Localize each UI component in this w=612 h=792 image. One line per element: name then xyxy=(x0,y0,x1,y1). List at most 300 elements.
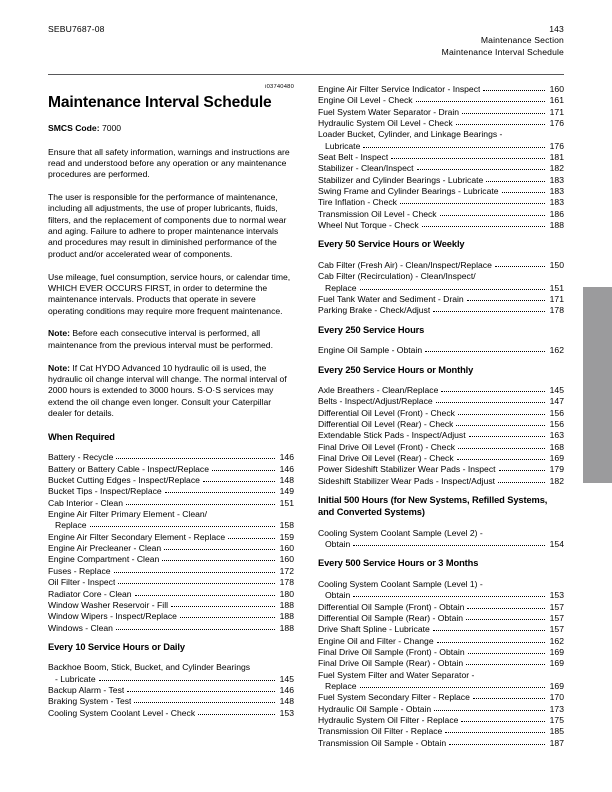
toc-entry-row[interactable] xyxy=(48,498,294,509)
intro-paragraph-3: Use mileage, fuel consumption, service hours, or calendar time, WHICH EVER OCCURS FIRST, in order to determine the maintenance intervals. Products that operate in severe operating conditions may require more frequent maintenance. xyxy=(48,271,291,316)
toc-entry-row[interactable] xyxy=(318,692,564,703)
toc-entry-row[interactable] xyxy=(318,658,564,669)
toc-entry-page: 182 xyxy=(549,475,564,486)
toc-dot-leader xyxy=(253,669,292,670)
toc-dot-leader xyxy=(498,481,545,483)
toc-entry[interactable] xyxy=(48,600,294,611)
toc-entry-row[interactable] xyxy=(48,452,294,463)
toc-entry-row[interactable] xyxy=(318,579,564,590)
toc-entry-row[interactable] xyxy=(318,271,564,282)
toc-dot-leader xyxy=(473,698,545,700)
toc-entry-row[interactable] xyxy=(318,305,564,316)
toc-entry-page: 181 xyxy=(549,152,564,163)
toc-entry-row[interactable] xyxy=(318,209,564,220)
toc-entry-page: 188 xyxy=(549,220,564,231)
smcs-label: SMCS Code: xyxy=(48,123,100,133)
toc-entry-page: 160 xyxy=(279,554,294,565)
toc-entry-page: 170 xyxy=(549,692,564,703)
toc-dot-leader xyxy=(203,481,275,483)
toc-entry-row[interactable] xyxy=(318,152,564,163)
toc-entry-row[interactable] xyxy=(48,708,294,719)
toc-entry[interactable] xyxy=(318,396,564,407)
toc-entry[interactable] xyxy=(48,520,294,531)
toc-entry-page: 175 xyxy=(549,714,564,725)
toc-entry-page: 157 xyxy=(549,624,564,635)
toc-entry-label: Cab Filter (Fresh Air) - Clean/Inspect/Replace xyxy=(318,259,492,270)
toc-dot-leader xyxy=(171,605,275,607)
toc-entry-row[interactable] xyxy=(318,197,564,208)
toc-entry-page: 157 xyxy=(549,601,564,612)
toc-entry[interactable] xyxy=(318,260,564,271)
toc-entry[interactable] xyxy=(48,589,294,600)
toc-entry-page: 188 xyxy=(279,622,294,633)
toc-entry-label: Window Washer Reservoir - Fill xyxy=(48,599,169,610)
toc-entry-row[interactable] xyxy=(318,613,564,624)
toc-entry[interactable] xyxy=(318,430,564,441)
toc-entry[interactable] xyxy=(318,726,564,737)
toc-entry[interactable] xyxy=(318,283,564,294)
smcs-code-line xyxy=(48,123,294,135)
toc-entry[interactable] xyxy=(318,294,564,305)
toc-entry-page: 146 xyxy=(279,452,294,463)
toc-entry-row[interactable] xyxy=(318,442,564,453)
toc-entry-label: Windows - Clean xyxy=(48,622,113,633)
toc-list xyxy=(48,452,294,634)
toc-entry-row[interactable] xyxy=(318,464,564,475)
toc-list xyxy=(318,84,564,231)
toc-entry[interactable] xyxy=(318,636,564,647)
toc-entry-page: 172 xyxy=(279,565,294,576)
toc-entry-label: Cab Interior - Clean xyxy=(48,497,123,508)
toc-entry-label: Swing Frame and Cylinder Bearings - Lubricate xyxy=(318,186,499,197)
toc-entry-label: Fuses - Replace xyxy=(48,565,111,576)
toc-entry-row[interactable] xyxy=(48,475,294,486)
toc-entry[interactable] xyxy=(318,539,564,550)
toc-entry-label: Oil Filter - Inspect xyxy=(48,577,116,588)
toc-entry-row[interactable] xyxy=(48,662,294,673)
toc-entry-row[interactable] xyxy=(48,696,294,707)
toc-entry-label: Lubricate xyxy=(325,140,361,151)
toc-entry-label: Belts - Inspect/Adjust/Replace xyxy=(318,396,433,407)
toc-entry-row[interactable] xyxy=(318,726,564,737)
toc-dot-leader xyxy=(353,544,545,546)
toc-dot-leader xyxy=(467,607,545,609)
toc-entry-label: Hydraulic Oil Sample - Obtain xyxy=(318,703,432,714)
toc-entry-page: 147 xyxy=(549,396,564,407)
toc-dot-leader xyxy=(469,436,545,438)
toc-entry-page: 178 xyxy=(279,577,294,588)
toc-dot-leader xyxy=(114,571,275,573)
toc-dot-leader xyxy=(433,311,545,313)
toc-dot-leader xyxy=(461,720,545,722)
toc-entry[interactable] xyxy=(48,554,294,565)
toc-entry-row[interactable] xyxy=(48,577,294,588)
note-2 xyxy=(48,363,294,420)
toc-entry[interactable] xyxy=(318,681,564,692)
toc-dot-leader xyxy=(486,534,562,535)
toc-dot-leader xyxy=(400,203,545,205)
toc-dot-leader xyxy=(90,526,275,528)
toc-entry-label: Transmission Oil Sample - Obtain xyxy=(318,737,447,748)
document-id: i03740480 xyxy=(265,84,294,90)
toc-entry-row[interactable] xyxy=(48,611,294,622)
toc-section-heading: Every 10 Service Hours or Daily xyxy=(48,641,185,652)
toc-entry-page: 169 xyxy=(549,658,564,669)
toc-entry-label: Obtain xyxy=(325,538,351,549)
toc-entry-page: 188 xyxy=(279,611,294,622)
toc-entry[interactable] xyxy=(318,476,564,487)
toc-entry-row[interactable] xyxy=(318,453,564,464)
toc-entry[interactable] xyxy=(48,623,294,634)
toc-entry-page: 183 xyxy=(549,197,564,208)
toc-entry-page: 169 xyxy=(549,680,564,691)
toc-entry-row[interactable] xyxy=(318,647,564,658)
toc-section-heading: Every 500 Service Hours or 3 Months xyxy=(318,558,479,569)
toc-entry-label: Bucket Tips - Inspect/Replace xyxy=(48,486,162,497)
intro-paragraph-1: Ensure that all safety information, warnings and instructions are read and understood before any operation or any maintenance procedures are performed. xyxy=(48,146,290,180)
toc-entry-page: 185 xyxy=(549,726,564,737)
toc-entry-page: 159 xyxy=(279,531,294,542)
toc-entry-page: 183 xyxy=(549,186,564,197)
toc-entry[interactable] xyxy=(48,475,294,486)
toc-entry-row[interactable] xyxy=(318,476,564,487)
toc-entry[interactable] xyxy=(318,624,564,635)
toc-entry-label: Battery or Battery Cable - Inspect/Replace xyxy=(48,463,209,474)
toc-entry-label: Drive Shaft Spline - Lubricate xyxy=(318,624,430,635)
toc-entry-label: Replace xyxy=(325,680,357,691)
toc-entry-page: 145 xyxy=(549,385,564,396)
toc-entry[interactable] xyxy=(318,271,564,282)
toc-entry[interactable] xyxy=(318,197,564,208)
toc-entry-page: 176 xyxy=(549,118,564,129)
toc-entry-row[interactable] xyxy=(48,486,294,497)
toc-entry-row[interactable] xyxy=(48,600,294,611)
toc-entry-label: Engine Air Filter Service Indicator - Inspect xyxy=(318,84,481,94)
toc-entry[interactable] xyxy=(48,498,294,509)
toc-entry-row[interactable] xyxy=(318,260,564,271)
toc-entry-row[interactable] xyxy=(318,408,564,419)
toc-entry[interactable] xyxy=(318,658,564,669)
toc-dot-leader xyxy=(457,459,545,461)
toc-entry[interactable] xyxy=(318,692,564,703)
toc-entry[interactable] xyxy=(318,385,564,396)
toc-dot-leader xyxy=(353,596,545,598)
toc-entry[interactable] xyxy=(318,163,564,174)
header-right-block xyxy=(442,24,564,58)
toc-entry[interactable] xyxy=(318,715,564,726)
toc-entry[interactable] xyxy=(318,305,564,316)
toc-entry[interactable] xyxy=(318,141,564,152)
toc-entry-row[interactable] xyxy=(318,107,564,118)
toc-entry[interactable] xyxy=(318,670,564,681)
toc-entry-label: Window Wipers - Inspect/Replace xyxy=(48,611,177,622)
toc-section-heading: When Required xyxy=(48,431,115,442)
toc-entry-page: 161 xyxy=(549,95,564,106)
toc-dot-leader xyxy=(99,679,275,681)
toc-entry-row[interactable] xyxy=(318,624,564,635)
toc-entry-label: Cooling System Coolant Sample (Level 2) - xyxy=(318,527,483,538)
toc-entry-page: 182 xyxy=(549,163,564,174)
header-divider-rule xyxy=(48,74,564,75)
toc-entry-page: 145 xyxy=(279,673,294,684)
note-2-text: If Cat HYDO Advanced 10 hydraulic oil is used, the hydraulic oil change interval will change. The normal interval of 2000 hours is extended to 3000 hours. S·O·S services may extend the oil change even longer. Consult your Caterpillar dealer for details. xyxy=(48,362,287,419)
toc-entry-page: 157 xyxy=(549,612,564,623)
toc-entry-label: Fuel System Water Separator - Drain xyxy=(318,106,460,117)
toc-entry[interactable] xyxy=(318,647,564,658)
toc-entry[interactable] xyxy=(318,95,564,106)
toc-dot-leader xyxy=(440,214,545,216)
toc-entry-row[interactable] xyxy=(318,118,564,129)
toc-entry-page: 187 xyxy=(549,737,564,748)
toc-dot-leader xyxy=(210,516,292,517)
page-number: 143 xyxy=(549,24,564,34)
toc-entry-label: Transmission Oil Filter - Replace xyxy=(318,726,443,737)
toc-entry-row[interactable] xyxy=(318,539,564,550)
toc-entry-row[interactable] xyxy=(318,715,564,726)
toc-entry-page: 178 xyxy=(549,305,564,316)
toc-entry[interactable] xyxy=(48,696,294,707)
toc-entry-row[interactable] xyxy=(318,186,564,197)
right-column xyxy=(318,84,564,749)
toc-list xyxy=(318,579,564,749)
toc-entry-row[interactable] xyxy=(48,685,294,696)
toc-dot-leader xyxy=(360,288,545,290)
toc-entry-row[interactable] xyxy=(318,602,564,613)
toc-entry-row[interactable] xyxy=(48,464,294,475)
toc-entry-page: 171 xyxy=(549,294,564,304)
toc-dot-leader xyxy=(486,180,545,182)
toc-entry-row[interactable] xyxy=(318,681,564,692)
toc-entry-label: Loader Bucket, Cylinder, and Linkage Bearings - xyxy=(318,129,503,140)
toc-entry-label: Backup Alarm - Test xyxy=(48,685,125,696)
toc-entry-row[interactable] xyxy=(48,566,294,577)
toc-dot-leader xyxy=(458,447,545,449)
toc-dot-leader xyxy=(228,537,275,539)
toc-entry-label: Cooling System Coolant Level - Check xyxy=(48,707,196,718)
toc-entry[interactable] xyxy=(318,602,564,613)
toc-dot-leader xyxy=(391,158,545,160)
toc-entry-label: Obtain xyxy=(325,590,351,601)
toc-entry-label: Hydraulic System Oil Filter - Replace xyxy=(318,714,459,725)
toc-entry-row[interactable] xyxy=(318,175,564,186)
toc-entry[interactable] xyxy=(318,442,564,453)
toc-dot-leader xyxy=(483,90,545,92)
toc-dot-leader xyxy=(433,630,545,632)
toc-entry-label: Braking System - Test xyxy=(48,696,132,707)
toc-entry[interactable] xyxy=(48,685,294,696)
toc-entry-row[interactable] xyxy=(318,294,564,305)
toc-entry[interactable] xyxy=(318,464,564,475)
toc-entry-row[interactable] xyxy=(318,84,564,95)
toc-entry-label: Differential Oil Level (Front) - Check xyxy=(318,407,455,418)
toc-list xyxy=(318,345,564,356)
toc-entry-row[interactable] xyxy=(48,623,294,634)
toc-entry-row[interactable] xyxy=(48,543,294,554)
toc-entry-label: Axle Breathers - Clean/Replace xyxy=(318,385,439,396)
toc-section-heading: Initial 500 Hours (for New Systems, Refilled Systems, and Converted Systems) xyxy=(318,495,548,518)
toc-entry-label: Replace xyxy=(55,520,87,531)
toc-entry[interactable] xyxy=(318,613,564,624)
toc-entry-row[interactable] xyxy=(48,589,294,600)
toc-dot-leader xyxy=(499,470,545,472)
toc-dot-leader xyxy=(134,702,275,704)
toc-entry-page: 163 xyxy=(549,430,564,441)
toc-dot-leader xyxy=(164,549,275,551)
toc-dot-leader xyxy=(479,278,562,279)
toc-dot-leader xyxy=(486,585,562,586)
toc-entry-page: 176 xyxy=(549,140,564,151)
toc-entry[interactable] xyxy=(318,419,564,430)
toc-entry-label: Transmission Oil Level - Check xyxy=(318,208,437,219)
note-2-label: Note: xyxy=(48,362,70,373)
toc-entry[interactable] xyxy=(48,566,294,577)
toc-dot-leader xyxy=(212,469,275,471)
toc-entry[interactable] xyxy=(48,611,294,622)
toc-entry-label: Hydraulic System Oil Level - Check xyxy=(318,118,453,129)
toc-entry[interactable] xyxy=(48,509,294,520)
toc-entry-label: Bucket Cutting Edges - Inspect/Replace xyxy=(48,475,200,486)
toc-entry-label: Engine Air Precleaner - Clean xyxy=(48,543,162,554)
toc-entry-row[interactable] xyxy=(318,220,564,231)
toc-entry-page: 162 xyxy=(549,635,564,646)
toc-entry-label: Differential Oil Sample (Rear) - Obtain xyxy=(318,612,464,623)
toc-entry[interactable] xyxy=(318,704,564,715)
toc-dot-leader xyxy=(434,709,545,711)
toc-entry-page: 179 xyxy=(549,464,564,475)
toc-entry-row[interactable] xyxy=(318,385,564,396)
toc-dot-leader xyxy=(445,732,545,734)
toc-entry-row[interactable] xyxy=(318,590,564,601)
toc-dot-leader xyxy=(165,492,275,494)
toc-entry-page: 149 xyxy=(279,486,294,497)
toc-dot-leader xyxy=(441,391,545,393)
toc-entry-page: 171 xyxy=(549,106,564,117)
toc-entry[interactable] xyxy=(318,345,564,356)
toc-entry-row[interactable] xyxy=(318,141,564,152)
toc-entry-row[interactable] xyxy=(318,430,564,441)
toc-dot-leader xyxy=(135,594,275,596)
toc-entry-page: 173 xyxy=(549,703,564,714)
toc-entry-row[interactable] xyxy=(318,283,564,294)
toc-entry-row[interactable] xyxy=(318,396,564,407)
toc-entry[interactable] xyxy=(318,152,564,163)
toc-entry-label: Extendable Stick Pads - Inspect/Adjust xyxy=(318,430,466,441)
toc-entry-label: Engine Air Filter Secondary Element - Replace xyxy=(48,531,226,542)
toc-entry[interactable] xyxy=(48,543,294,554)
toc-entry-page: 151 xyxy=(279,497,294,508)
toc-dot-leader xyxy=(449,743,545,745)
toc-dot-leader xyxy=(436,402,545,404)
toc-entry-row[interactable] xyxy=(48,674,294,685)
toc-entry[interactable] xyxy=(318,84,564,95)
toc-dot-leader xyxy=(495,265,545,267)
toc-entry-row[interactable] xyxy=(48,509,294,520)
toc-entry-row[interactable] xyxy=(318,163,564,174)
toc-entry[interactable] xyxy=(48,452,294,463)
toc-entry[interactable] xyxy=(318,186,564,197)
toc-entry[interactable] xyxy=(318,209,564,220)
toc-entry-row[interactable] xyxy=(318,704,564,715)
toc-entry-label: Differential Oil Sample (Front) - Obtain xyxy=(318,601,465,612)
toc-entry[interactable] xyxy=(318,220,564,231)
toc-entry-row[interactable] xyxy=(318,129,564,140)
toc-entry[interactable] xyxy=(318,528,564,539)
toc-entry-page: 150 xyxy=(549,259,564,270)
toc-entry[interactable] xyxy=(48,486,294,497)
toc-entry[interactable] xyxy=(318,408,564,419)
toc-dot-leader xyxy=(425,351,545,353)
toc-entry-label: Radiator Core - Clean xyxy=(48,588,132,599)
toc-dot-leader xyxy=(118,583,275,585)
toc-entry[interactable] xyxy=(48,532,294,543)
toc-entry[interactable] xyxy=(318,107,564,118)
toc-entry[interactable] xyxy=(48,708,294,719)
toc-dot-leader xyxy=(116,458,275,460)
toc-entry[interactable] xyxy=(318,453,564,464)
toc-entry[interactable] xyxy=(318,579,564,590)
page-header xyxy=(48,24,564,70)
toc-entry-row[interactable] xyxy=(318,528,564,539)
toc-entry-label: Cab Filter (Recirculation) - Clean/Inspect/ xyxy=(318,271,476,282)
toc-entry-label: Final Drive Oil Level (Rear) - Check xyxy=(318,453,454,464)
toc-entry[interactable] xyxy=(48,662,294,673)
toc-entry-row[interactable] xyxy=(48,554,294,565)
toc-entry-page: 169 xyxy=(549,453,564,464)
toc-entry[interactable] xyxy=(318,129,564,140)
toc-dot-leader xyxy=(505,136,562,137)
toc-entry-page: 180 xyxy=(279,588,294,599)
toc-dot-leader xyxy=(502,192,545,194)
toc-dot-leader xyxy=(462,112,545,114)
toc-entry[interactable] xyxy=(48,464,294,475)
toc-dot-leader xyxy=(116,628,275,630)
toc-entry-row[interactable] xyxy=(318,738,564,749)
toc-dot-leader xyxy=(477,676,562,677)
toc-entry-label: Parking Brake - Check/Adjust xyxy=(318,305,431,316)
toc-dot-leader xyxy=(456,124,545,126)
toc-entry-row[interactable] xyxy=(318,95,564,106)
toc-entry-page: 154 xyxy=(549,538,564,549)
toc-entry-page: 151 xyxy=(549,282,564,293)
toc-list xyxy=(48,662,294,719)
toc-entry-label: Engine Oil Sample - Obtain xyxy=(318,345,423,356)
toc-entry[interactable] xyxy=(318,738,564,749)
thumb-index-tab xyxy=(583,287,612,483)
toc-entry-row[interactable] xyxy=(48,532,294,543)
toc-list xyxy=(318,385,564,487)
toc-entry[interactable] xyxy=(318,590,564,601)
toc-entry-row[interactable] xyxy=(48,520,294,531)
toc-entry[interactable] xyxy=(48,577,294,588)
toc-entry-label: - Lubricate xyxy=(55,673,96,684)
toc-entry-row[interactable] xyxy=(318,670,564,681)
note-1-label: Note: xyxy=(48,328,70,339)
toc-entry-row[interactable] xyxy=(318,345,564,356)
toc-entry-row[interactable] xyxy=(318,636,564,647)
toc-entry[interactable] xyxy=(318,175,564,186)
toc-dot-leader xyxy=(360,686,545,688)
toc-dot-leader xyxy=(458,413,545,415)
toc-entry[interactable] xyxy=(48,674,294,685)
toc-list xyxy=(318,260,564,317)
toc-entry-label: Stabilizer - Clean/Inspect xyxy=(318,163,414,174)
toc-entry[interactable] xyxy=(318,118,564,129)
toc-entry-row[interactable] xyxy=(318,419,564,430)
toc-dot-leader xyxy=(456,425,545,427)
toc-entry-label: Fuel System Secondary Filter - Replace xyxy=(318,692,470,703)
intro-paragraph-2: The user is responsible for the performance of maintenance, including all adjustments, the use of proper lubricants, fluids, filters, and the replacement of components due to normal wear and aging. Failure to adhere to proper maintenance intervals and procedures may result in diminished performance of the product and/or accelerated wear of components. xyxy=(48,192,287,259)
left-toc-sections xyxy=(48,431,294,719)
